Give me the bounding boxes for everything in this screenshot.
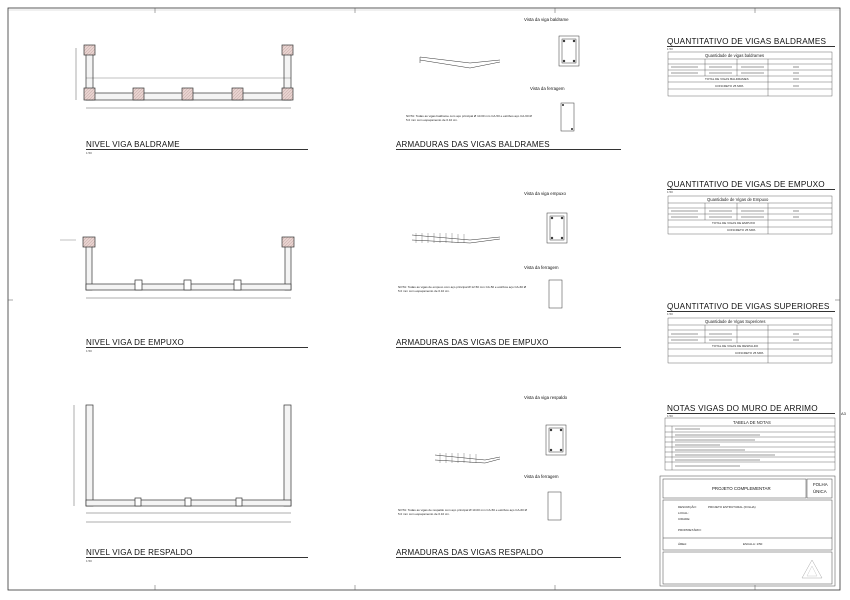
quant-title-empuxo: QUANTITATIVO DE VIGAS DE EMPUXO — [667, 180, 825, 189]
ferragem-label-empuxo: Vista da ferragem — [524, 265, 559, 270]
rebar-title-baldrames: ARMADURAS DAS VIGAS BALDRAMES — [396, 140, 550, 149]
sheet-size-mark: A3 — [841, 411, 846, 416]
descricao-value: PROJETO ESTRUTURAL (FOLHA) — [708, 505, 756, 509]
quant-table-title-empuxo: Quantidade de Vigas de Empuxo — [707, 197, 769, 202]
folha-value: ÚNICA — [813, 489, 827, 494]
quant-title-superiores: QUANTITATIVO DE VIGAS SUPERIORES — [667, 302, 830, 311]
quant-table-title-baldrames: Quantidade de vigas baldrames — [705, 53, 765, 58]
quant-total-baldrames: TOTAL DE VIGAS BALDRAMES — [705, 77, 749, 81]
rebar-title-respaldo: ARMADURAS DAS VIGAS RESPALDO — [396, 548, 544, 557]
notes-title: NOTAS VIGAS DO MURO DE ARRIMO — [667, 404, 818, 413]
plan-scale-respaldo: 1:50 — [86, 559, 92, 563]
ferragem-label-respaldo: Vista da ferragem — [524, 474, 559, 479]
notes-table-title: TABELA DE NOTAS — [733, 420, 771, 425]
rebar-title-empuxo: ARMADURAS DAS VIGAS DE EMPUXO — [396, 338, 549, 347]
quant-concrete-superiores: CONCRETO 25 MPA — [735, 351, 764, 355]
plan-baldrame — [76, 45, 293, 108]
project-label: PROJETO COMPLEMENTAR — [712, 486, 771, 491]
plan-empuxo — [60, 237, 294, 298]
quant-scale-baldrames: 1:50 — [667, 47, 673, 51]
note-baldrame: NOTA: Todas as vigas baldrame com aço principal Ø 10.00 mm CA-50 e estribos aço CA-60 Ø 5.0 mm com espaçamento de 0.10 cm. — [406, 114, 532, 122]
quant-table-title-superiores: Quantidade de Vigas Superiores — [705, 319, 766, 324]
plan-title-respaldo: NIVEL VIGA DE RESPALDO — [86, 548, 193, 557]
local-label: LOCAL: — [678, 511, 689, 515]
escala-label: ESCALA: 1/50 — [743, 542, 763, 546]
note-empuxo: NOTA: Todas as vigas de empuxo com aço principal Ø 12.50 mm CA-50 e estribos aço CA-60 Ø 5.0 mm com espaçamento de 0.10 cm. — [398, 285, 527, 293]
plan-respaldo — [74, 405, 291, 522]
note-respaldo: NOTA: Todas as vigas de respaldo com aço principal Ø 10.00 mm CA-50 e estribos aço CA-60 Ø 5.0 mm com espaçamento de 0.10 cm. — [398, 508, 527, 516]
rebar-details — [412, 36, 579, 520]
plan-scale-empuxo: 1:50 — [86, 349, 92, 353]
descricao-label: DESCRIÇÃO: — [678, 505, 697, 509]
quant-scale-superiores: 1:50 — [667, 312, 673, 316]
quant-total-empuxo: TOTAL DE VIGAS DE EMPUXO — [712, 221, 756, 225]
view-label-respaldo: Vista da viga respaldo — [524, 395, 568, 400]
plan-title-baldrame: NIVEL VIGA BALDRAME — [86, 140, 180, 149]
view-label-empuxo: Vista da viga empuxo — [524, 191, 566, 196]
ferragem-label-baldrame: Vista da ferragem — [530, 86, 565, 91]
plan-scale-baldrame: 1:50 — [86, 151, 92, 155]
view-label-baldrame: Vista da viga baldrame — [524, 17, 569, 22]
plan-title-empuxo: NIVEL VIGA DE EMPUXO — [86, 338, 184, 347]
folha-label: FOLHA — [813, 482, 828, 487]
quant-total-superiores: TOTAL DE VIGAS DE RESPALDO — [712, 344, 759, 348]
cidade-label: CIDADE: — [678, 517, 691, 521]
quant-concrete-baldrames: CONCRETO 25 MPA — [715, 84, 744, 88]
quant-concrete-empuxo: CONCRETO 25 MPA — [727, 228, 756, 232]
proprietario-label: PROPRIETÁRIO: — [678, 528, 702, 532]
area-label: ÁREA: — [678, 542, 688, 546]
quant-title-baldrames: QUANTITATIVO DE VIGAS BALDRAMES — [667, 37, 827, 46]
notes-scale: 1:50 — [667, 414, 673, 418]
quant-scale-empuxo: 1:50 — [667, 190, 673, 194]
